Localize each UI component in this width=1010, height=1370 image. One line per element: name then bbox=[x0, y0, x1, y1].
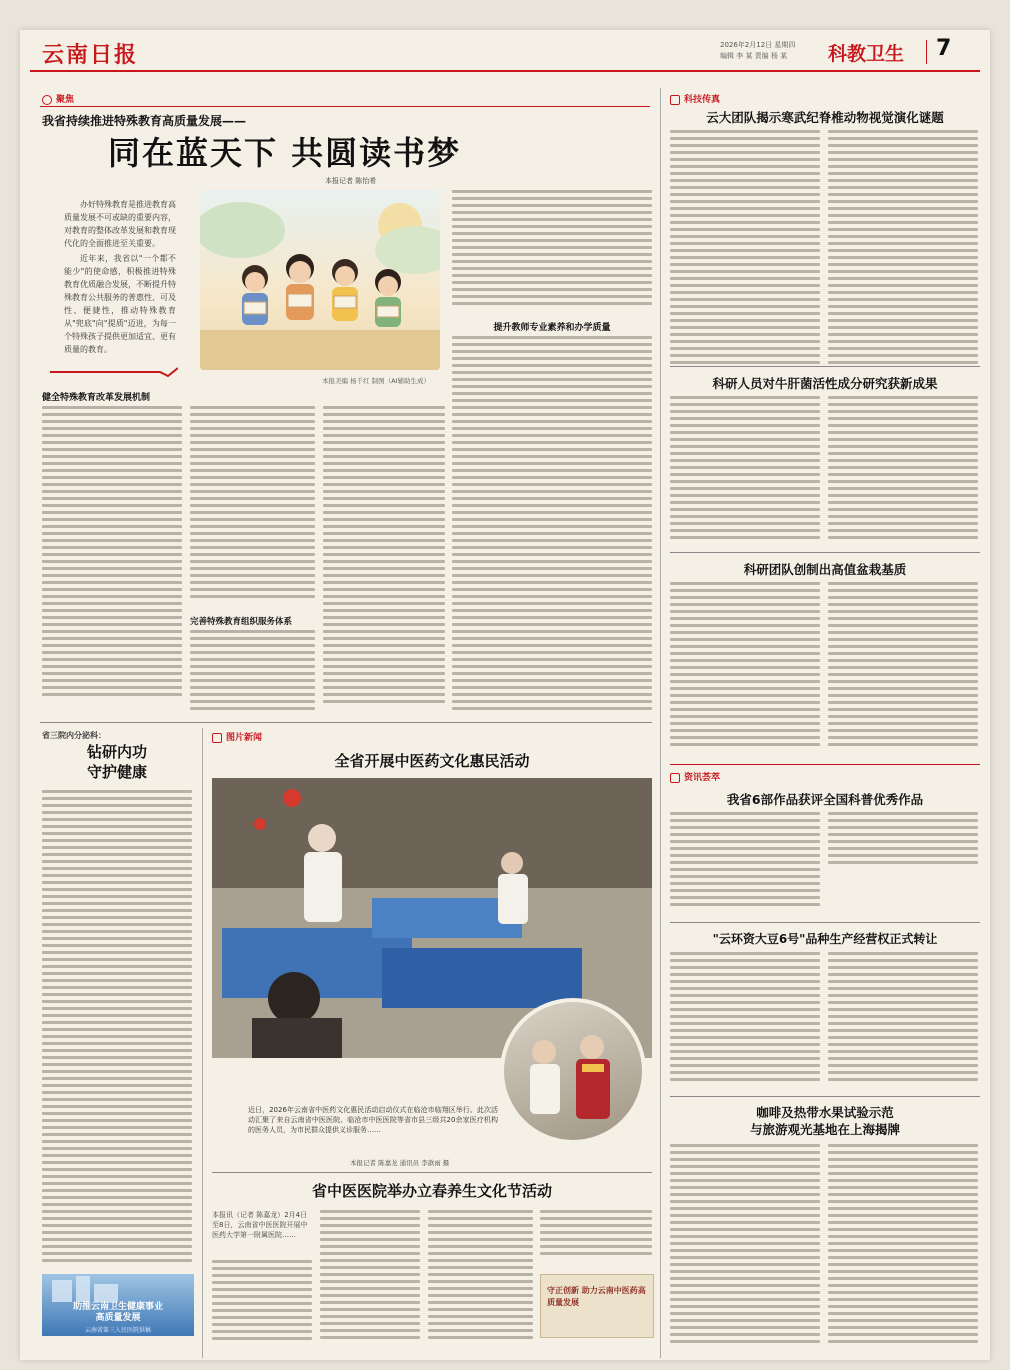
bottom-story-rule bbox=[212, 1172, 652, 1173]
promo-text: 助推云南卫生健康事业 高质量发展 bbox=[72, 1302, 163, 1323]
main-body-col-b2 bbox=[190, 630, 315, 716]
main-headline: 同在蓝天下 共圆读书梦 bbox=[108, 134, 462, 172]
right-story6-body-b bbox=[828, 1144, 978, 1354]
right-story4-body-b bbox=[828, 812, 978, 918]
main-kicker: 我省持续推进特殊教育高质量发展—— bbox=[42, 114, 247, 128]
column-divider-right bbox=[660, 88, 661, 1358]
main-body-col-c bbox=[452, 190, 652, 322]
right-story5-title: "云环资大豆6号"品种生产经营权正式转让 bbox=[712, 932, 938, 946]
children-reading-illustration bbox=[200, 190, 440, 370]
photo-news-title: 全省开展中医药文化惠民活动 bbox=[334, 752, 530, 770]
focus-tag: 聚焦 bbox=[42, 92, 74, 105]
right-story2-title: 科研人员对牛肝菌活性成分研究获新成果 bbox=[712, 376, 938, 391]
right-story3-body-b bbox=[828, 582, 978, 758]
column-divider-left bbox=[202, 728, 203, 1358]
tech-news-icon bbox=[670, 95, 680, 105]
right-story2-body-a bbox=[670, 396, 820, 546]
subhead-service: 完善特殊教育组织服务体系 bbox=[190, 617, 293, 627]
main-lead: 办好特殊教育是推进教育高质量发展不可或缺的重要内容，对教育的整体改革发展和教育现代化的全面推进至关重要。 近年来，我省以"一个都不能少"的使命感，积极推进特殊教育优质融合发展，不断提升特殊教育公共服务的普惠性、可及性、便捷性，推动特殊教育从"兜底"向"提质"迈进，为每一个特殊孩子提供更加适宜、更有质量的教育。 bbox=[64, 200, 176, 354]
right-story1-title: 云大团队揭示寒武纪脊椎动物视觉演化谜题 bbox=[706, 110, 944, 125]
right-story6-body-a bbox=[670, 1144, 820, 1354]
section-name: 科教卫生 bbox=[828, 43, 905, 65]
main-byline: 本报记者 陈怡希 bbox=[325, 177, 377, 185]
subhead-teachers: 提升教师专业素养和办学质量 bbox=[493, 323, 611, 333]
subhead-mechanism: 健全特殊教育改革发展机制 bbox=[42, 393, 151, 403]
right-rule-2 bbox=[670, 552, 980, 553]
bottom-body-a bbox=[212, 1260, 312, 1350]
left-headline: 钻研内功 守护健康 bbox=[86, 743, 147, 781]
right-story1-body-b bbox=[828, 130, 978, 372]
picture-icon bbox=[212, 733, 222, 743]
photo-news-tag: 图片新闻 bbox=[212, 730, 262, 743]
masthead-divider bbox=[926, 40, 927, 64]
right-story5-body-a bbox=[670, 952, 820, 1092]
promo-sub: 云南省第三人民医院供稿 bbox=[84, 1327, 151, 1334]
right-story5-body-b bbox=[828, 952, 978, 1092]
left-kicker: 省三院内分泌科： bbox=[42, 731, 106, 740]
right-story1-body-a bbox=[670, 130, 820, 372]
section-rule-mid bbox=[40, 722, 652, 723]
page-number: 7 bbox=[936, 36, 952, 61]
inset-photo-circle bbox=[500, 998, 646, 1144]
right-story6-title: 咖啡及热带水果试验示范 与旅游观光基地在上海揭牌 bbox=[749, 1105, 900, 1137]
date-line: 2026年2月12日 星期四 bbox=[720, 41, 796, 49]
lead-decoration bbox=[50, 362, 178, 372]
right-rule-3 bbox=[670, 764, 980, 765]
illustration-caption: 本报美编 杨千红 制图（AI辅助生成） bbox=[322, 377, 430, 385]
bottom-body-d bbox=[540, 1210, 652, 1266]
newspaper-logo: 云南日报 bbox=[42, 42, 139, 68]
photo-credit: 本报记者 陈嘉龙 通讯员 李歆雨 摄 bbox=[350, 1159, 450, 1167]
newspaper-page bbox=[20, 30, 990, 1360]
tcm-ad-box bbox=[540, 1274, 654, 1338]
right-rule-1 bbox=[670, 366, 980, 367]
digest-icon bbox=[670, 773, 680, 783]
digest-tag: 资讯荟萃 bbox=[670, 770, 720, 783]
right-rule-4 bbox=[670, 922, 980, 923]
right-story3-body-a bbox=[670, 582, 820, 758]
masthead-rule bbox=[30, 70, 980, 72]
bottom-body-b bbox=[320, 1210, 420, 1350]
tcm-ad-text: 守正创新 助力云南中医药高质量发展 bbox=[547, 1286, 646, 1307]
hospital-promo-banner bbox=[42, 1274, 194, 1336]
focus-rule bbox=[40, 106, 650, 107]
tech-tag: 科技传真 bbox=[670, 92, 720, 105]
left-body bbox=[42, 790, 192, 1268]
bottom-body-c bbox=[428, 1210, 533, 1350]
bottom-story-title: 省中医医院举办立春养生文化节活动 bbox=[311, 1182, 552, 1200]
right-story3-title: 科研团队创制出高值盆栽基质 bbox=[743, 562, 907, 577]
eye-icon bbox=[42, 95, 52, 105]
main-body-col-b3 bbox=[323, 406, 445, 716]
right-rule-5 bbox=[670, 1096, 980, 1097]
main-body-col-a bbox=[42, 406, 182, 706]
right-story4-title: 我省6部作品获评全国科普优秀作品 bbox=[726, 792, 924, 807]
main-body-col-b1 bbox=[190, 406, 315, 606]
photo-news-caption: 近日，2026年云南省中医药文化惠民活动启动仪式在临沧市临翔区举行。此次活动汇聚了来自云南省中医医院、临沧市中医医院等省市县三级共20余家医疗机构的医务人员，为市民群众提供义诊服务…… bbox=[248, 1106, 498, 1134]
main-body-col-c2 bbox=[452, 336, 652, 716]
right-story4-body-a bbox=[670, 812, 820, 918]
bottom-story-byline: 本报讯（记者 陈嘉龙）2月4日至8日，云南省中医医院开展中医药大学第一附属医院…… bbox=[212, 1211, 308, 1239]
right-story2-body-b bbox=[828, 396, 978, 546]
editor-line: 编辑 李 某 责编 杨 某 bbox=[720, 52, 788, 60]
